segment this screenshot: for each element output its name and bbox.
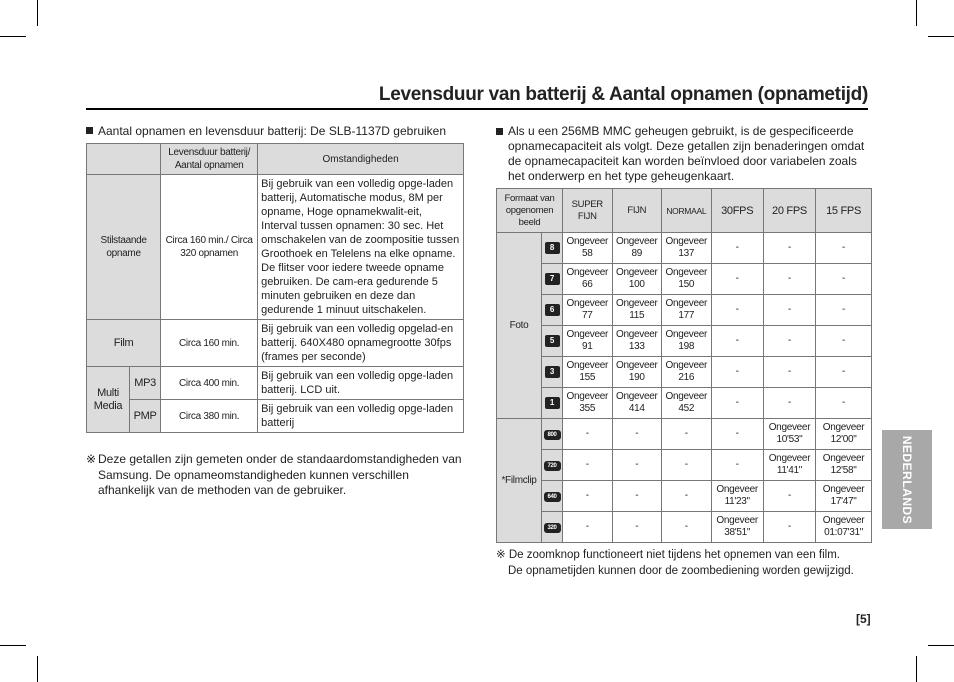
dash-cell: - <box>816 233 872 264</box>
photo-cell: Ongeveer 91 <box>563 326 613 357</box>
movie-cell: - <box>711 450 763 481</box>
movie-cell: - <box>763 481 815 512</box>
page-title: Levensduur van batterij & Aantal opnamen (opnametijd) <box>86 84 868 110</box>
movie-cell: Ongeveer 11'23" <box>711 481 763 512</box>
movie-cell: Ongeveer 12'00" <box>816 419 872 450</box>
movie-720-icon: 720 <box>542 450 563 481</box>
resolution-3m-icon: 3 <box>542 357 563 388</box>
header-30fps: 30FPS <box>711 189 763 233</box>
note-mark-icon: ※ <box>86 452 97 466</box>
capacity-table <box>496 188 872 543</box>
dash-cell: - <box>563 419 613 450</box>
photo-cell: Ongeveer 198 <box>662 326 712 357</box>
row-desc-pmp: Bij gebruik van een volledig opge-laden batterij <box>258 400 464 433</box>
photo-cell: Ongeveer 137 <box>662 233 712 264</box>
movie-cell: Ongeveer 38'51" <box>711 512 763 543</box>
photo-cell: Ongeveer 66 <box>563 264 613 295</box>
left-bullet <box>86 124 466 139</box>
row-label-mp3: MP3 <box>130 367 161 400</box>
dash-cell: - <box>612 512 662 543</box>
movie-cell: - <box>763 512 815 543</box>
bullet-square-icon <box>86 127 93 134</box>
crop-mark <box>37 0 38 26</box>
dash-cell: - <box>612 450 662 481</box>
movie-cell: - <box>711 419 763 450</box>
photo-cell: Ongeveer 89 <box>612 233 662 264</box>
right-bullet <box>496 124 866 184</box>
crop-mark <box>37 656 38 682</box>
left-bullet-text: Aantal opnamen en levensduur batterij: De SLB-1137D gebruiken <box>98 124 446 138</box>
left-note <box>86 452 466 499</box>
dash-cell: - <box>763 326 815 357</box>
resolution-7m-icon: 7 <box>542 264 563 295</box>
header-20fps: 20 FPS <box>763 189 815 233</box>
dash-cell: - <box>763 357 815 388</box>
dash-cell: - <box>763 233 815 264</box>
crop-mark <box>0 645 26 646</box>
row-value-mp3: Circa 400 min. <box>161 367 258 400</box>
row-label-multimedia: Multi Media <box>87 367 130 433</box>
group-label-movie: *Filmclip <box>497 419 542 543</box>
row-desc-mp3: Bij gebruik van een volledig opge-laden batterij. LCD uit. <box>258 367 464 400</box>
page-number: [5] <box>856 612 871 626</box>
photo-cell: Ongeveer 77 <box>563 295 613 326</box>
crop-mark <box>928 645 954 646</box>
photo-cell: Ongeveer 100 <box>612 264 662 295</box>
resolution-1m-icon: 1 <box>542 388 563 419</box>
right-bullet-text: Als u een 256MB MMC geheugen gebruikt, is de gespecificeerde opnamecapaciteit als volgt. Deze getallen zijn benaderingen omdat de opnamecapaciteit kan worden beïnvloed door variabelen zoals het onderwerp en het type geheugenkaart. <box>508 124 865 183</box>
dash-cell: - <box>662 450 712 481</box>
crop-mark <box>916 656 917 682</box>
movie-cell: Ongeveer 11'41" <box>763 450 815 481</box>
row-label-film: Film <box>87 320 161 367</box>
battery-table <box>86 143 464 433</box>
resolution-6m-icon: 6 <box>542 295 563 326</box>
row-desc-film: Bij gebruik van een volledig opgelad-en batterij. 640X480 opnamegrootte 30fps (frames per seconde) <box>258 320 464 367</box>
dash-cell: - <box>662 419 712 450</box>
dash-cell: - <box>711 388 763 419</box>
dash-cell: - <box>763 388 815 419</box>
right-note-line1: De zoomknop functioneert niet tijdens het opnemen van een film. <box>508 549 840 561</box>
header-format: Formaat van opgenomen beeld <box>497 189 563 233</box>
header-life: Levensduur batterij/ Aantal opnamen <box>161 144 258 175</box>
header-super-fine: SUPER FIJN <box>563 189 613 233</box>
movie-cell: Ongeveer 12'58" <box>816 450 872 481</box>
header-fine: FIJN <box>612 189 662 233</box>
dash-cell: - <box>816 388 872 419</box>
header-15fps: 15 FPS <box>816 189 872 233</box>
dash-cell: - <box>711 326 763 357</box>
dash-cell: - <box>816 295 872 326</box>
header-normal: NORMAAL <box>662 189 712 233</box>
movie-320-icon: 320 <box>542 512 563 543</box>
photo-cell: Ongeveer 133 <box>612 326 662 357</box>
dash-cell: - <box>563 512 613 543</box>
row-label-still: Stilstaande opname <box>87 175 161 320</box>
note-mark-icon: ※ <box>496 549 506 561</box>
dash-cell: - <box>763 264 815 295</box>
row-value-film: Circa 160 min. <box>161 320 258 367</box>
dash-cell: - <box>563 450 613 481</box>
group-label-photo: Foto <box>497 233 542 419</box>
photo-cell: Ongeveer 150 <box>662 264 712 295</box>
photo-cell: Ongeveer 115 <box>612 295 662 326</box>
dash-cell: - <box>816 264 872 295</box>
crop-mark <box>928 36 954 37</box>
photo-cell: Ongeveer 177 <box>662 295 712 326</box>
photo-cell: Ongeveer 452 <box>662 388 712 419</box>
header-empty <box>87 144 161 175</box>
right-note <box>496 548 876 579</box>
movie-640-icon: 640 <box>542 481 563 512</box>
dash-cell: - <box>711 264 763 295</box>
photo-cell: Ongeveer 216 <box>662 357 712 388</box>
photo-cell: Ongeveer 190 <box>612 357 662 388</box>
dash-cell: - <box>711 295 763 326</box>
movie-800-icon: 800 <box>542 419 563 450</box>
left-note-text: Deze getallen zijn gemeten onder de standaardomstandigheden van Samsung. De opnameomstandigheden kunnen verschillen afhankelijk van de methoden van de gebruiker. <box>98 452 462 497</box>
bullet-square-icon <box>496 128 503 135</box>
crop-mark <box>916 0 917 26</box>
movie-cell: Ongeveer 01:07'31" <box>816 512 872 543</box>
dash-cell: - <box>816 357 872 388</box>
dash-cell: - <box>612 419 662 450</box>
resolution-8m-icon: 8 <box>542 233 563 264</box>
dash-cell: - <box>711 357 763 388</box>
language-side-tab-label: NEDERLANDS <box>900 435 914 524</box>
row-value-still: Circa 160 min./ Circa 320 opnamen <box>161 175 258 320</box>
photo-cell: Ongeveer 155 <box>563 357 613 388</box>
right-note-line2: De opnametijden kunnen door de zoombediening worden gewijzigd. <box>508 564 854 577</box>
movie-cell: Ongeveer 17'47" <box>816 481 872 512</box>
dash-cell: - <box>662 481 712 512</box>
header-conditions: Omstandigheden <box>258 144 464 175</box>
row-value-pmp: Circa 380 min. <box>161 400 258 433</box>
dash-cell: - <box>662 512 712 543</box>
dash-cell: - <box>711 233 763 264</box>
photo-cell: Ongeveer 355 <box>563 388 613 419</box>
dash-cell: - <box>612 481 662 512</box>
dash-cell: - <box>816 326 872 357</box>
photo-cell: Ongeveer 414 <box>612 388 662 419</box>
dash-cell: - <box>763 295 815 326</box>
photo-cell: Ongeveer 58 <box>563 233 613 264</box>
resolution-5m-icon: 5 <box>542 326 563 357</box>
row-label-pmp: PMP <box>130 400 161 433</box>
crop-mark <box>0 36 26 37</box>
row-desc-still: Bij gebruik van een volledig opge-laden batterij, Automatische modus, 8M per opname, Hoge opnamekwalit-eit, Interval tussen opnamen: 30 sec. Het omschakelen van de zoompositie tussen Groothoek en Telelens na elke opname. De flitser voor iedere tweede opname gebruiken. De cam-era gedurende 5 minuten gebruiken en deze dan gedurende 1 minuut uitschakelen. <box>258 175 464 320</box>
dash-cell: - <box>563 481 613 512</box>
movie-cell: Ongeveer 10'53" <box>763 419 815 450</box>
language-side-tab <box>882 430 932 529</box>
